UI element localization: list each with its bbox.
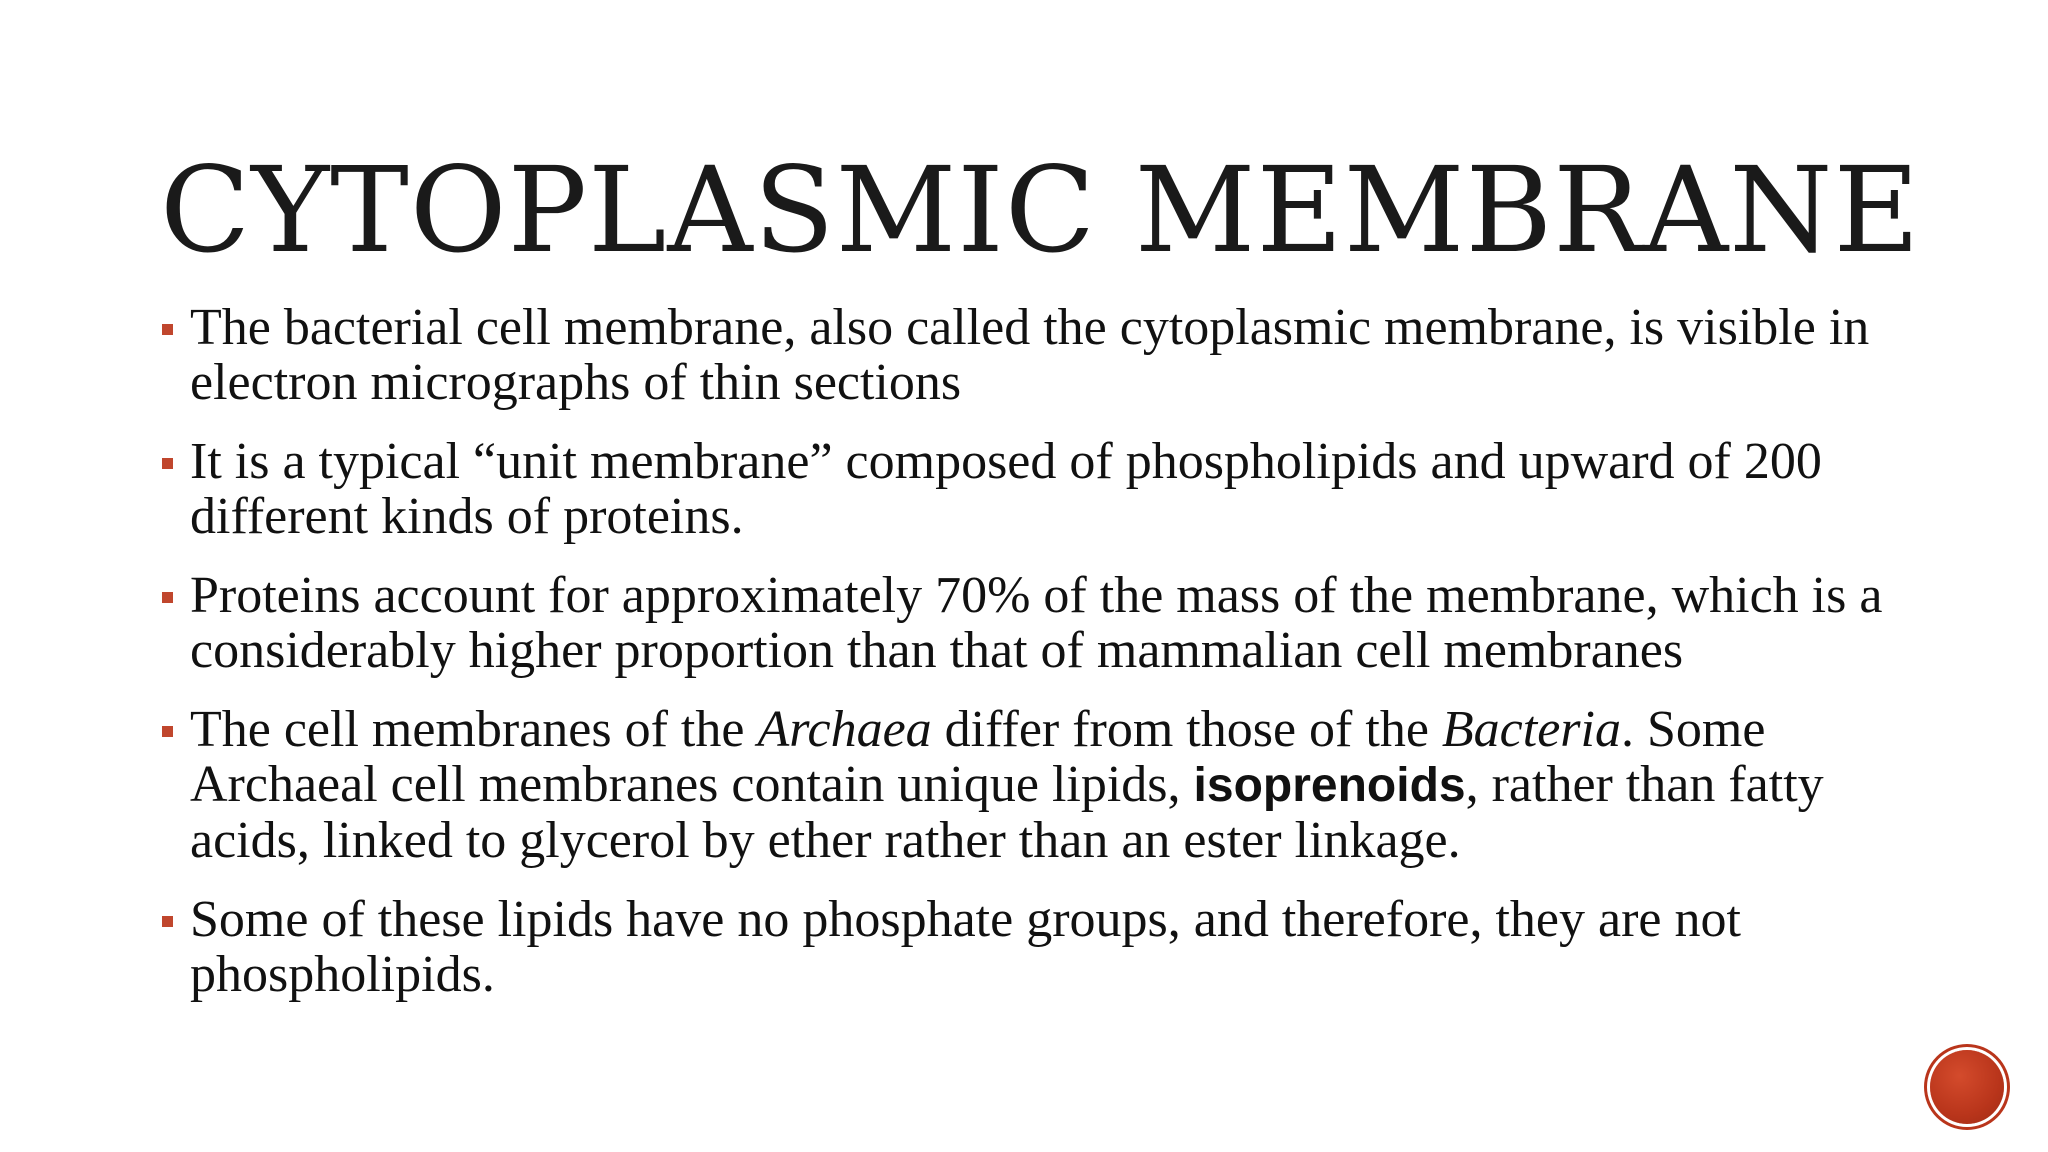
circle-nav-icon[interactable] bbox=[1930, 1050, 2004, 1124]
slide-title: CYTOPLASMIC MEMBRANE bbox=[160, 141, 1921, 279]
bullet-text-part: The cell membranes of the bbox=[190, 701, 758, 758]
bullet-square-icon bbox=[162, 592, 173, 603]
isoprenoids-term: isoprenoids bbox=[1193, 759, 1466, 812]
bullet-text-part: , rather than fatty acids, linked to glycerol by ether rather than an ester linkage. bbox=[190, 756, 1824, 869]
bullet-text: It is a typical “unit membrane” composed of phospholipids and upward of 200 different kinds of proteins. bbox=[190, 433, 1822, 545]
bullet-item bbox=[160, 300, 1900, 410]
bullet-list bbox=[160, 300, 1900, 1026]
bullet-text: Some of these lipids have no phosphate groups, and therefore, they are not phospholipids. bbox=[190, 891, 1741, 1003]
bullet-square-icon bbox=[162, 726, 173, 737]
bullet-text: The bacterial cell membrane, also called the cytoplasmic membrane, is visible in electron micrographs of thin sections bbox=[190, 299, 1870, 411]
bullet-square-icon bbox=[162, 458, 173, 469]
bullet-text-part: . Some Archaeal cell membranes contain unique lipids, bbox=[190, 701, 1766, 813]
bullet-square-icon bbox=[162, 324, 173, 335]
bullet-item bbox=[160, 702, 1900, 868]
bullet-item bbox=[160, 568, 1900, 678]
bullet-text-part: differ from those of the bbox=[931, 701, 1442, 758]
bullet-text: Proteins account for approximately 70% of the mass of the membrane, which is a considerably higher proportion than that of mammalian cell membranes bbox=[190, 567, 1883, 679]
bullet-item bbox=[160, 434, 1900, 544]
bullet-square-icon bbox=[162, 916, 173, 927]
archaea-term: Archaea bbox=[757, 701, 932, 758]
bullet-item bbox=[160, 892, 1900, 1002]
bacteria-term: Bacteria bbox=[1441, 701, 1621, 758]
